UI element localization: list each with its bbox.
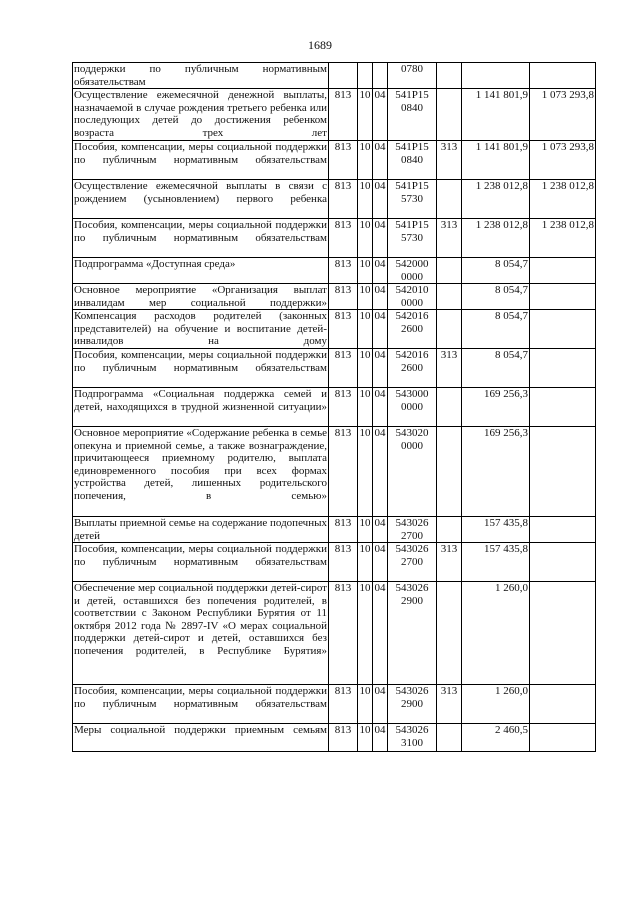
article-code-cell: 542000 0000 xyxy=(388,258,437,284)
admin-code-cell: 813 xyxy=(329,89,358,141)
section-code-cell: 10 xyxy=(358,349,373,388)
admin-code-cell xyxy=(329,63,358,89)
subsection-code-cell: 04 xyxy=(373,180,388,219)
row-name-cell: Пособия, компенсации, меры социальной поддержки по публичным нормативным обязательствам xyxy=(73,685,329,724)
section-code-cell: 10 xyxy=(358,180,373,219)
article-code-cell: 543026 2900 xyxy=(388,685,437,724)
admin-code-cell: 813 xyxy=(329,258,358,284)
row-name-cell: Меры социальной поддержки приемным семьям xyxy=(73,724,329,752)
subsection-code-cell: 04 xyxy=(373,310,388,349)
amount-year-1-cell: 1 260,0 xyxy=(462,582,530,685)
section-code-cell xyxy=(358,63,373,89)
table-row xyxy=(73,349,596,388)
subsection-code-cell: 04 xyxy=(373,517,388,543)
article-code-cell: 543020 0000 xyxy=(388,427,437,517)
page-number: 1689 xyxy=(308,38,332,52)
amount-year-1-cell: 1 238 012,8 xyxy=(462,180,530,219)
row-name-cell: Пособия, компенсации, меры социальной поддержки по публичным нормативным обязательствам xyxy=(73,543,329,582)
expense-type-cell xyxy=(437,582,462,685)
row-name-cell: Подпрограмма «Доступная среда» xyxy=(73,258,329,284)
table-row xyxy=(73,258,596,284)
subsection-code-cell: 04 xyxy=(373,543,388,582)
subsection-code-cell xyxy=(373,63,388,89)
subsection-code-cell: 04 xyxy=(373,724,388,752)
article-code-cell: 542010 0000 xyxy=(388,284,437,310)
amount-year-1-cell: 2 460,5 xyxy=(462,724,530,752)
expense-type-cell xyxy=(437,89,462,141)
admin-code-cell: 813 xyxy=(329,219,358,258)
expense-type-cell xyxy=(437,284,462,310)
amount-year-1-cell: 8 054,7 xyxy=(462,284,530,310)
subsection-code-cell: 04 xyxy=(373,141,388,180)
section-code-cell: 10 xyxy=(358,724,373,752)
admin-code-cell: 813 xyxy=(329,349,358,388)
expense-type-cell xyxy=(437,258,462,284)
subsection-code-cell: 04 xyxy=(373,685,388,724)
row-name-cell: поддержки по публичным нормативным обязательствам xyxy=(74,63,327,88)
row-name-cell: Пособия, компенсации, меры социальной поддержки по публичным нормативным обязательствам xyxy=(73,219,329,258)
subsection-code-cell: 04 xyxy=(373,388,388,427)
section-code-cell: 10 xyxy=(358,543,373,582)
table-row xyxy=(73,543,596,582)
section-code-cell: 10 xyxy=(358,582,373,685)
expense-type-cell xyxy=(437,180,462,219)
amount-year-2-cell xyxy=(530,724,596,752)
section-code-cell: 10 xyxy=(358,310,373,349)
article-code-cell: 542016 2600 xyxy=(388,310,437,349)
subsection-code-cell: 04 xyxy=(373,349,388,388)
admin-code-cell: 813 xyxy=(329,427,358,517)
article-code-cell: 541P15 5730 xyxy=(388,180,437,219)
section-code-cell: 10 xyxy=(358,141,373,180)
article-code-cell: 542016 2600 xyxy=(388,349,437,388)
amount-year-1-cell xyxy=(462,63,530,89)
table-row xyxy=(73,685,596,724)
admin-code-cell: 813 xyxy=(329,543,358,582)
article-code-cell: 541P15 5730 xyxy=(388,219,437,258)
row-name-cell: Пособия, компенсации, меры социальной поддержки по публичным нормативным обязательствам xyxy=(73,141,329,180)
amount-year-1-cell: 169 256,3 xyxy=(462,427,530,517)
row-name-cell: Осуществление ежемесячной выплаты в связи с рождением (усыновлением) первого ребенка xyxy=(73,180,329,219)
table-row xyxy=(73,141,596,180)
table-row xyxy=(73,284,596,310)
section-code-cell: 10 xyxy=(358,284,373,310)
subsection-code-cell: 04 xyxy=(373,89,388,141)
amount-year-1-cell: 8 054,7 xyxy=(462,349,530,388)
row-name-cell: Обеспечение мер социальной поддержки детей-сирот и детей, оставшихся без попечения родителей, в соответствии с Законом Республики Бурятия от 11 октября 2012 года № 2897-IV «О мерах социальной поддержки детей-сирот и детей, оставшихся без попечения родителей, в Республике Бурятия» xyxy=(73,582,329,685)
article-code-cell: 541P15 0840 xyxy=(388,141,437,180)
article-code-cell: 0780 xyxy=(388,63,437,89)
article-code-cell: 543000 0000 xyxy=(388,388,437,427)
table-row xyxy=(73,89,596,141)
admin-code-cell: 813 xyxy=(329,141,358,180)
amount-year-1-cell: 8 054,7 xyxy=(462,258,530,284)
amount-year-2-cell: 1 238 012,8 xyxy=(530,180,596,219)
subsection-code-cell: 04 xyxy=(373,258,388,284)
section-code-cell: 10 xyxy=(358,427,373,517)
section-code-cell: 10 xyxy=(358,517,373,543)
table-row xyxy=(73,517,596,543)
section-code-cell: 10 xyxy=(358,258,373,284)
amount-year-2-cell xyxy=(530,685,596,724)
expense-type-cell: 313 xyxy=(437,349,462,388)
amount-year-2-cell xyxy=(530,543,596,582)
article-code-cell: 541P15 0840 xyxy=(388,89,437,141)
expense-type-cell: 313 xyxy=(437,685,462,724)
admin-code-cell: 813 xyxy=(329,582,358,685)
amount-year-2-cell xyxy=(530,349,596,388)
subsection-code-cell: 04 xyxy=(373,284,388,310)
amount-year-1-cell: 8 054,7 xyxy=(462,310,530,349)
amount-year-2-cell xyxy=(530,284,596,310)
subsection-code-cell: 04 xyxy=(373,427,388,517)
row-name-cell: Подпрограмма «Социальная поддержка семей и детей, находящихся в трудной жизненной ситуации» xyxy=(73,388,329,427)
expense-type-cell xyxy=(437,724,462,752)
article-code-cell: 543026 2700 xyxy=(388,517,437,543)
expense-type-cell xyxy=(437,63,462,89)
amount-year-2-cell xyxy=(530,582,596,685)
expense-type-cell xyxy=(437,388,462,427)
section-code-cell: 10 xyxy=(358,685,373,724)
article-code-cell: 543026 2900 xyxy=(388,582,437,685)
expense-type-cell: 313 xyxy=(437,543,462,582)
admin-code-cell: 813 xyxy=(329,685,358,724)
row-name-cell: Компенсация расходов родителей (законных представителей) на обучение и воспитание детей-инвалидов на дому xyxy=(74,310,327,347)
section-code-cell: 10 xyxy=(358,219,373,258)
table-row xyxy=(73,219,596,258)
article-code-cell: 543026 3100 xyxy=(388,724,437,752)
article-code-cell: 543026 2700 xyxy=(388,543,437,582)
amount-year-2-cell xyxy=(530,310,596,349)
admin-code-cell: 813 xyxy=(329,517,358,543)
section-code-cell: 10 xyxy=(358,89,373,141)
row-name-cell: Основное мероприятие «Организация выплат инвалидам мер социальной поддержки» xyxy=(74,284,327,309)
admin-code-cell: 813 xyxy=(329,284,358,310)
expense-type-cell xyxy=(437,310,462,349)
expense-type-cell xyxy=(437,517,462,543)
subsection-code-cell: 04 xyxy=(373,219,388,258)
budget-table xyxy=(72,62,596,752)
amount-year-2-cell xyxy=(530,427,596,517)
amount-year-2-cell xyxy=(530,388,596,427)
admin-code-cell: 813 xyxy=(329,388,358,427)
expense-type-cell: 313 xyxy=(437,141,462,180)
table-row xyxy=(73,427,596,517)
amount-year-2-cell xyxy=(530,258,596,284)
amount-year-2-cell: 1 073 293,8 xyxy=(530,89,596,141)
amount-year-2-cell xyxy=(530,63,596,89)
amount-year-2-cell: 1 238 012,8 xyxy=(530,219,596,258)
table-row xyxy=(73,180,596,219)
subsection-code-cell: 04 xyxy=(373,582,388,685)
amount-year-1-cell: 157 435,8 xyxy=(462,543,530,582)
amount-year-1-cell: 1 260,0 xyxy=(462,685,530,724)
section-code-cell: 10 xyxy=(358,388,373,427)
amount-year-1-cell: 1 141 801,9 xyxy=(462,89,530,141)
row-name-cell: Выплаты приемной семье на содержание подопечных детей xyxy=(74,517,327,542)
admin-code-cell: 813 xyxy=(329,724,358,752)
amount-year-1-cell: 1 238 012,8 xyxy=(462,219,530,258)
row-name-cell: Осуществление ежемесячной денежной выплаты, назначаемой в случае рождения третьего ребенка или последующих детей до достижения ребенком возраста трех лет xyxy=(74,89,327,139)
row-name-cell: Основное мероприятие «Содержание ребенка в семье опекуна и приемной семье, а также вознаграждение, причитающееся приемному родителю, выплата единовременного пособия при всех формах устройства детей, лишенных родительского попечения, в семью» xyxy=(73,427,329,517)
table-row xyxy=(73,310,596,349)
table-row xyxy=(73,388,596,427)
admin-code-cell: 813 xyxy=(329,180,358,219)
table-row xyxy=(73,582,596,685)
expense-type-cell: 313 xyxy=(437,219,462,258)
amount-year-1-cell: 157 435,8 xyxy=(462,517,530,543)
row-name-cell: Пособия, компенсации, меры социальной поддержки по публичным нормативным обязательствам xyxy=(73,349,329,388)
table-row xyxy=(73,63,596,89)
amount-year-2-cell xyxy=(530,517,596,543)
table-row xyxy=(73,724,596,752)
admin-code-cell: 813 xyxy=(329,310,358,349)
expense-type-cell xyxy=(437,427,462,517)
budget-table-body xyxy=(73,63,596,752)
amount-year-2-cell: 1 073 293,8 xyxy=(530,141,596,180)
amount-year-1-cell: 169 256,3 xyxy=(462,388,530,427)
amount-year-1-cell: 1 141 801,9 xyxy=(462,141,530,180)
